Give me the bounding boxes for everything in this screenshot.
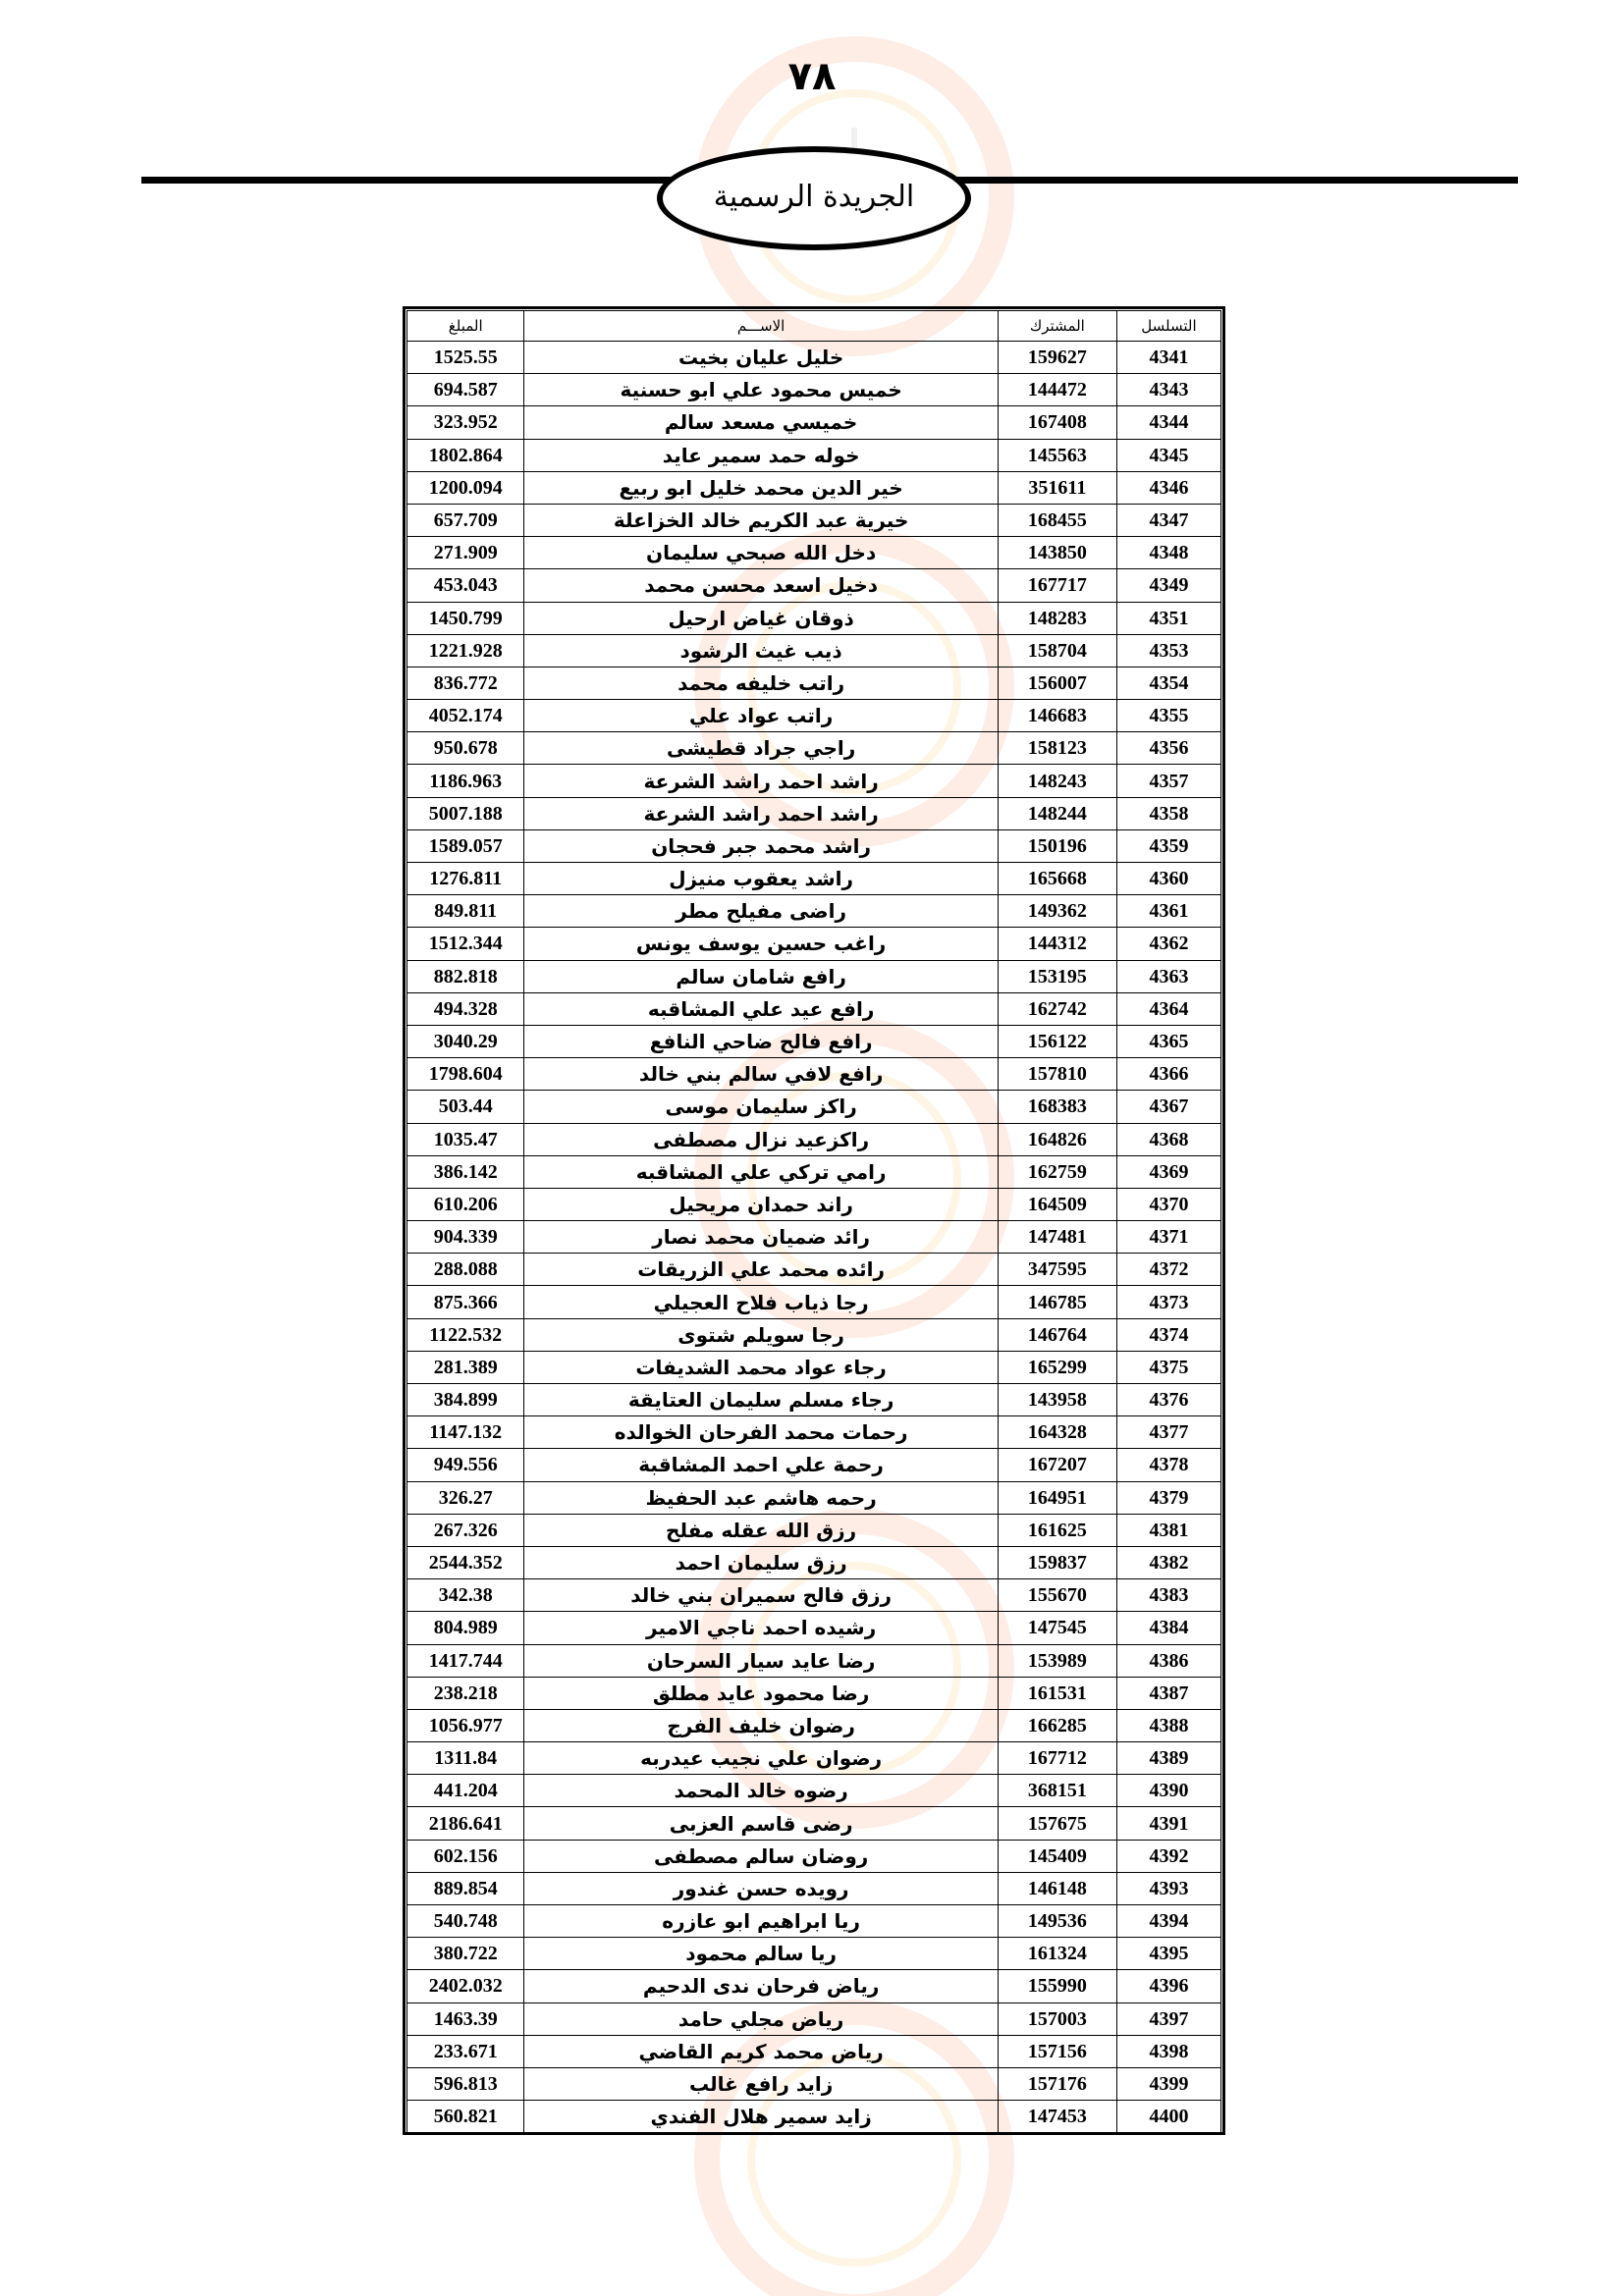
- table-row: [407, 863, 1221, 895]
- cell-serial: 4362: [1116, 928, 1220, 960]
- cell-amount: 1221.928: [407, 634, 524, 667]
- cell-subscriber: 146148: [998, 1872, 1116, 1904]
- cell-serial: 4344: [1116, 406, 1220, 439]
- cell-name: راشد احمد راشد الشرعة: [524, 765, 998, 797]
- cell-serial: 4381: [1116, 1514, 1220, 1546]
- table-row: [407, 1318, 1221, 1351]
- table-row: [407, 667, 1221, 699]
- cell-amount: 1512.344: [407, 928, 524, 960]
- table-row: [407, 928, 1221, 960]
- cell-subscriber: 165299: [998, 1351, 1116, 1383]
- cell-serial: 4383: [1116, 1579, 1220, 1612]
- cell-name: راند حمدان مريحيل: [524, 1188, 998, 1220]
- cell-serial: 4378: [1116, 1449, 1220, 1481]
- cell-name: رامي تركي علي المشاقبه: [524, 1155, 998, 1188]
- cell-subscriber: 161324: [998, 1938, 1116, 1970]
- cell-subscriber: 145409: [998, 1840, 1116, 1872]
- cell-amount: 540.748: [407, 1905, 524, 1938]
- table-row: [407, 1058, 1221, 1091]
- cell-amount: 238.218: [407, 1677, 524, 1709]
- column-header-name: الاســـم: [524, 311, 998, 342]
- cell-name: رزق فالح سميران بني خالد: [524, 1579, 998, 1612]
- cell-serial: 4400: [1116, 2101, 1220, 2133]
- table-row: [407, 895, 1221, 928]
- table-row: [407, 1612, 1221, 1644]
- cell-amount: 1200.094: [407, 471, 524, 504]
- table-row: [407, 569, 1221, 602]
- cell-name: زايد سمير هلال الفندي: [524, 2101, 998, 2133]
- table-row: [407, 2067, 1221, 2100]
- table-row: [407, 1449, 1221, 1481]
- table-row: [407, 992, 1221, 1025]
- cell-name: راكزعيد نزال مصطفى: [524, 1123, 998, 1155]
- cell-subscriber: 148244: [998, 797, 1116, 829]
- cell-subscriber: 165668: [998, 863, 1116, 895]
- cell-subscriber: 347595: [998, 1254, 1116, 1286]
- cell-name: رضا محمود عايد مطلق: [524, 1677, 998, 1709]
- cell-subscriber: 143958: [998, 1384, 1116, 1416]
- cell-name: رضوان علي نجيب عيدربه: [524, 1742, 998, 1775]
- cell-subscriber: 162759: [998, 1155, 1116, 1188]
- cell-serial: 4390: [1116, 1775, 1220, 1807]
- cell-amount: 1311.84: [407, 1742, 524, 1775]
- table-row: [407, 1872, 1221, 1904]
- cell-subscriber: 164328: [998, 1416, 1116, 1449]
- cell-subscriber: 368151: [998, 1775, 1116, 1807]
- cell-name: رافع شامان سالم: [524, 960, 998, 992]
- cell-subscriber: 146764: [998, 1318, 1116, 1351]
- cell-name: رضا عايد سيار السرحان: [524, 1644, 998, 1677]
- cell-name: خليل عليان بخيت: [524, 342, 998, 374]
- cell-serial: 4364: [1116, 992, 1220, 1025]
- cell-name: رزق الله عقله مفلح: [524, 1514, 998, 1546]
- cell-name: خوله حمد سمير عايد: [524, 439, 998, 471]
- cell-subscriber: 158123: [998, 732, 1116, 765]
- cell-serial: 4388: [1116, 1709, 1220, 1741]
- cell-amount: 1463.39: [407, 2002, 524, 2035]
- cell-serial: 4377: [1116, 1416, 1220, 1449]
- cell-serial: 4397: [1116, 2002, 1220, 2035]
- cell-serial: 4343: [1116, 374, 1220, 406]
- cell-name: رحمة علي احمد المشاقبة: [524, 1449, 998, 1481]
- cell-serial: 4369: [1116, 1155, 1220, 1188]
- ledger-table: [406, 310, 1221, 2133]
- cell-subscriber: 153989: [998, 1644, 1116, 1677]
- cell-subscriber: 155990: [998, 1970, 1116, 2002]
- table-row: [407, 960, 1221, 992]
- cell-subscriber: 157156: [998, 2035, 1116, 2067]
- table-row: [407, 1579, 1221, 1612]
- cell-serial: 4379: [1116, 1481, 1220, 1514]
- cell-serial: 4389: [1116, 1742, 1220, 1775]
- cell-subscriber: 156122: [998, 1025, 1116, 1057]
- table-header-row: [407, 311, 1221, 342]
- table-row: [407, 342, 1221, 374]
- cell-amount: 2402.032: [407, 1970, 524, 2002]
- cell-serial: 4392: [1116, 1840, 1220, 1872]
- cell-name: زايد رافع غالب: [524, 2067, 998, 2100]
- cell-name: راشد احمد راشد الشرعة: [524, 797, 998, 829]
- table-row: [407, 797, 1221, 829]
- table-row: [407, 504, 1221, 536]
- cell-serial: 4349: [1116, 569, 1220, 602]
- cell-amount: 882.818: [407, 960, 524, 992]
- table-row: [407, 1807, 1221, 1840]
- table-row: [407, 1416, 1221, 1449]
- table-row: [407, 1221, 1221, 1254]
- cell-name: رضى قاسم العزبى: [524, 1807, 998, 1840]
- cell-name: راتب عواد علي: [524, 700, 998, 732]
- cell-amount: 610.206: [407, 1188, 524, 1220]
- cell-subscriber: 153195: [998, 960, 1116, 992]
- cell-amount: 386.142: [407, 1155, 524, 1188]
- cell-name: رجا سويلم شتوى: [524, 1318, 998, 1351]
- cell-amount: 560.821: [407, 2101, 524, 2133]
- cell-amount: 384.899: [407, 1384, 524, 1416]
- cell-serial: 4358: [1116, 797, 1220, 829]
- cell-serial: 4372: [1116, 1254, 1220, 1286]
- cell-amount: 875.366: [407, 1286, 524, 1318]
- cell-amount: 1525.55: [407, 342, 524, 374]
- cell-subscriber: 167712: [998, 1742, 1116, 1775]
- cell-amount: 904.339: [407, 1221, 524, 1254]
- cell-amount: 694.587: [407, 374, 524, 406]
- cell-serial: 4361: [1116, 895, 1220, 928]
- cell-serial: 4393: [1116, 1872, 1220, 1904]
- table-row: [407, 602, 1221, 634]
- table-row: [407, 1123, 1221, 1155]
- cell-subscriber: 148243: [998, 765, 1116, 797]
- cell-name: راشد محمد جبر فحجان: [524, 829, 998, 862]
- table-row: [407, 732, 1221, 765]
- cell-serial: 4395: [1116, 1938, 1220, 1970]
- cell-amount: 889.854: [407, 1872, 524, 1904]
- column-header-subscriber: المشترك: [998, 311, 1116, 342]
- cell-serial: 4370: [1116, 1188, 1220, 1220]
- cell-name: رضوه خالد المحمد: [524, 1775, 998, 1807]
- cell-amount: 804.989: [407, 1612, 524, 1644]
- cell-subscriber: 159837: [998, 1546, 1116, 1578]
- cell-name: رائد ضميان محمد نصار: [524, 1221, 998, 1254]
- cell-subscriber: 164951: [998, 1481, 1116, 1514]
- cell-amount: 1186.963: [407, 765, 524, 797]
- cell-serial: 4347: [1116, 504, 1220, 536]
- cell-serial: 4386: [1116, 1644, 1220, 1677]
- table-row: [407, 2035, 1221, 2067]
- cell-amount: 1417.744: [407, 1644, 524, 1677]
- cell-name: رائده محمد علي الزريقات: [524, 1254, 998, 1286]
- cell-amount: 836.772: [407, 667, 524, 699]
- cell-subscriber: 147481: [998, 1221, 1116, 1254]
- table-row: [407, 1742, 1221, 1775]
- cell-name: رياض محمد كريم القاضي: [524, 2035, 998, 2067]
- cell-subscriber: 168455: [998, 504, 1116, 536]
- cell-serial: 4371: [1116, 1221, 1220, 1254]
- cell-subscriber: 149536: [998, 1905, 1116, 1938]
- cell-amount: 4052.174: [407, 700, 524, 732]
- cell-serial: 4366: [1116, 1058, 1220, 1091]
- cell-amount: 271.909: [407, 537, 524, 569]
- table-row: [407, 1091, 1221, 1123]
- cell-subscriber: 156007: [998, 667, 1116, 699]
- cell-name: رشيده احمد ناجي الامير: [524, 1612, 998, 1644]
- cell-serial: 4365: [1116, 1025, 1220, 1057]
- table-row: [407, 471, 1221, 504]
- table-row: [407, 2101, 1221, 2133]
- cell-subscriber: 149362: [998, 895, 1116, 928]
- table-row: [407, 634, 1221, 667]
- table-row: [407, 1644, 1221, 1677]
- table-row: [407, 1254, 1221, 1286]
- cell-subscriber: 143850: [998, 537, 1116, 569]
- cell-name: خيرية عبد الكريم خالد الخزاعلة: [524, 504, 998, 536]
- cell-subscriber: 157176: [998, 2067, 1116, 2100]
- cell-serial: 4357: [1116, 765, 1220, 797]
- cell-amount: 657.709: [407, 504, 524, 536]
- table-row: [407, 406, 1221, 439]
- table-row: [407, 374, 1221, 406]
- cell-name: رحمات محمد الفرحان الخوالده: [524, 1416, 998, 1449]
- cell-name: راشد يعقوب منيزل: [524, 863, 998, 895]
- cell-subscriber: 145563: [998, 439, 1116, 471]
- cell-name: راكز سليمان موسى: [524, 1091, 998, 1123]
- table-row: [407, 1546, 1221, 1578]
- table-body: [407, 342, 1221, 2133]
- table-row: [407, 1481, 1221, 1514]
- cell-amount: 2186.641: [407, 1807, 524, 1840]
- table-row: [407, 765, 1221, 797]
- cell-amount: 503.44: [407, 1091, 524, 1123]
- cell-name: رزق سليمان احمد: [524, 1546, 998, 1578]
- cell-name: دخيل اسعد محسن محمد: [524, 569, 998, 602]
- cell-amount: 950.678: [407, 732, 524, 765]
- column-header-amount: المبلغ: [407, 311, 524, 342]
- cell-subscriber: 168383: [998, 1091, 1116, 1123]
- cell-name: رافع فالح ضاحي النافع: [524, 1025, 998, 1057]
- cell-name: ريا ابراهيم ابو عازره: [524, 1905, 998, 1938]
- cell-name: رجاء عواد محمد الشديفات: [524, 1351, 998, 1383]
- cell-name: رجا ذياب فلاح العجيلي: [524, 1286, 998, 1318]
- cell-name: ذوقان غياض ارحيل: [524, 602, 998, 634]
- cell-name: رجاء مسلم سليمان العتايقة: [524, 1384, 998, 1416]
- cell-name: رياض فرحان ندى الدحيم: [524, 1970, 998, 2002]
- cell-amount: 267.326: [407, 1514, 524, 1546]
- cell-amount: 441.204: [407, 1775, 524, 1807]
- cell-subscriber: 161531: [998, 1677, 1116, 1709]
- cell-serial: 4346: [1116, 471, 1220, 504]
- cell-name: راتب خليفه محمد: [524, 667, 998, 699]
- cell-serial: 4356: [1116, 732, 1220, 765]
- table-row: [407, 1840, 1221, 1872]
- cell-amount: 596.813: [407, 2067, 524, 2100]
- table-row: [407, 439, 1221, 471]
- cell-subscriber: 159627: [998, 342, 1116, 374]
- cell-serial: 4367: [1116, 1091, 1220, 1123]
- cell-serial: 4368: [1116, 1123, 1220, 1155]
- cell-serial: 4398: [1116, 2035, 1220, 2067]
- table-row: [407, 829, 1221, 862]
- cell-name: رحمه هاشم عبد الحفيظ: [524, 1481, 998, 1514]
- cell-serial: 4353: [1116, 634, 1220, 667]
- table-row: [407, 700, 1221, 732]
- cell-subscriber: 144472: [998, 374, 1116, 406]
- cell-name: خير الدين محمد خليل ابو ربيع: [524, 471, 998, 504]
- table-row: [407, 1905, 1221, 1938]
- cell-amount: 2544.352: [407, 1546, 524, 1578]
- table-row: [407, 1155, 1221, 1188]
- table-row: [407, 2002, 1221, 2035]
- cell-name: رافع لافي سالم بني خالد: [524, 1058, 998, 1091]
- cell-name: راجي جراد قطيشى: [524, 732, 998, 765]
- cell-subscriber: 146683: [998, 700, 1116, 732]
- cell-subscriber: 155670: [998, 1579, 1116, 1612]
- cell-serial: 4360: [1116, 863, 1220, 895]
- cell-amount: 1450.799: [407, 602, 524, 634]
- cell-name: خميسي مسعد سالم: [524, 406, 998, 439]
- cell-subscriber: 146785: [998, 1286, 1116, 1318]
- cell-subscriber: 164509: [998, 1188, 1116, 1220]
- table-row: [407, 1286, 1221, 1318]
- cell-name: رافع عيد علي المشاقبه: [524, 992, 998, 1025]
- cell-serial: 4363: [1116, 960, 1220, 992]
- cell-amount: 342.38: [407, 1579, 524, 1612]
- cell-amount: 288.088: [407, 1254, 524, 1286]
- cell-amount: 5007.188: [407, 797, 524, 829]
- title-oval: [657, 146, 971, 250]
- cell-serial: 4376: [1116, 1384, 1220, 1416]
- cell-amount: 602.156: [407, 1840, 524, 1872]
- cell-serial: 4391: [1116, 1807, 1220, 1840]
- cell-subscriber: 150196: [998, 829, 1116, 862]
- cell-amount: 1122.532: [407, 1318, 524, 1351]
- cell-serial: 4341: [1116, 342, 1220, 374]
- cell-name: راضى مفيلح مطر: [524, 895, 998, 928]
- cell-amount: 380.722: [407, 1938, 524, 1970]
- cell-amount: 323.952: [407, 406, 524, 439]
- column-header-serial: التسلسل: [1116, 311, 1220, 342]
- cell-subscriber: 161625: [998, 1514, 1116, 1546]
- cell-serial: 4387: [1116, 1677, 1220, 1709]
- cell-name: خميس محمود علي ابو حسنية: [524, 374, 998, 406]
- cell-serial: 4399: [1116, 2067, 1220, 2100]
- cell-amount: 1147.132: [407, 1416, 524, 1449]
- cell-name: رضوان خليف الفرج: [524, 1709, 998, 1741]
- cell-serial: 4375: [1116, 1351, 1220, 1383]
- cell-subscriber: 164826: [998, 1123, 1116, 1155]
- cell-amount: 494.328: [407, 992, 524, 1025]
- cell-subscriber: 157675: [998, 1807, 1116, 1840]
- cell-name: رياض مجلي حامد: [524, 2002, 998, 2035]
- cell-subscriber: 157003: [998, 2002, 1116, 2035]
- cell-serial: 4373: [1116, 1286, 1220, 1318]
- cell-subscriber: 167717: [998, 569, 1116, 602]
- cell-subscriber: 147453: [998, 2101, 1116, 2133]
- cell-amount: 3040.29: [407, 1025, 524, 1057]
- table-row: [407, 1775, 1221, 1807]
- cell-subscriber: 157810: [998, 1058, 1116, 1091]
- table-row: [407, 1938, 1221, 1970]
- cell-serial: 4345: [1116, 439, 1220, 471]
- cell-name: ريا سالم محمود: [524, 1938, 998, 1970]
- page-title: الجريدة الرسمية: [713, 179, 915, 214]
- cell-serial: 4359: [1116, 829, 1220, 862]
- cell-amount: 849.811: [407, 895, 524, 928]
- cell-serial: 4384: [1116, 1612, 1220, 1644]
- cell-subscriber: 162742: [998, 992, 1116, 1025]
- table-row: [407, 1677, 1221, 1709]
- cell-serial: 4355: [1116, 700, 1220, 732]
- cell-serial: 4354: [1116, 667, 1220, 699]
- cell-name: راغب حسين يوسف يونس: [524, 928, 998, 960]
- cell-subscriber: 148283: [998, 602, 1116, 634]
- cell-subscriber: 147545: [998, 1612, 1116, 1644]
- cell-serial: 4348: [1116, 537, 1220, 569]
- cell-subscriber: 144312: [998, 928, 1116, 960]
- table-row: [407, 1025, 1221, 1057]
- table-row: [407, 1709, 1221, 1741]
- page-number: ٧٨: [787, 54, 837, 99]
- cell-amount: 233.671: [407, 2035, 524, 2067]
- cell-amount: 1035.47: [407, 1123, 524, 1155]
- cell-subscriber: 158704: [998, 634, 1116, 667]
- cell-amount: 949.556: [407, 1449, 524, 1481]
- cell-serial: 4374: [1116, 1318, 1220, 1351]
- table-row: [407, 1384, 1221, 1416]
- cell-subscriber: 166285: [998, 1709, 1116, 1741]
- cell-subscriber: 167408: [998, 406, 1116, 439]
- cell-amount: 281.389: [407, 1351, 524, 1383]
- table-row: [407, 537, 1221, 569]
- table-row: [407, 1514, 1221, 1546]
- table-row: [407, 1188, 1221, 1220]
- cell-serial: 4394: [1116, 1905, 1220, 1938]
- table-row: [407, 1970, 1221, 2002]
- cell-amount: 326.27: [407, 1481, 524, 1514]
- cell-amount: 1798.604: [407, 1058, 524, 1091]
- cell-serial: 4351: [1116, 602, 1220, 634]
- cell-serial: 4396: [1116, 1970, 1220, 2002]
- cell-amount: 1056.977: [407, 1709, 524, 1741]
- cell-name: روضان سالم مصطفى: [524, 1840, 998, 1872]
- cell-subscriber: 351611: [998, 471, 1116, 504]
- cell-serial: 4382: [1116, 1546, 1220, 1578]
- cell-name: ذيب غيث الرشود: [524, 634, 998, 667]
- table-row: [407, 1351, 1221, 1383]
- cell-amount: 1802.864: [407, 439, 524, 471]
- cell-amount: 1276.811: [407, 863, 524, 895]
- cell-name: رويده حسن غندور: [524, 1872, 998, 1904]
- cell-amount: 1589.057: [407, 829, 524, 862]
- ledger-table-frame: [403, 306, 1225, 2135]
- cell-name: دخل الله صبحي سليمان: [524, 537, 998, 569]
- cell-amount: 453.043: [407, 569, 524, 602]
- cell-subscriber: 167207: [998, 1449, 1116, 1481]
